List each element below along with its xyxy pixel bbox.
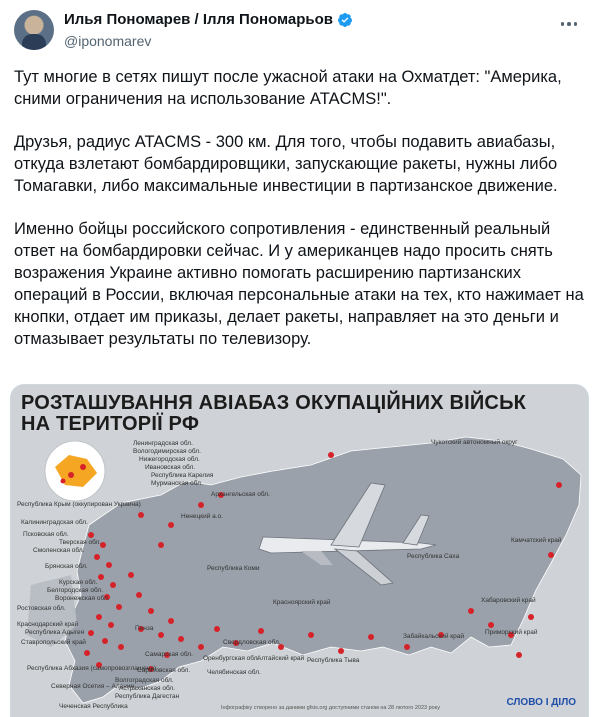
region-label: Чеченская Республика [59, 703, 128, 710]
region-label: Республика Адыгея [25, 629, 85, 636]
region-label: Свердловская обл. [223, 639, 281, 646]
author-handle[interactable]: @iponomarev [64, 33, 152, 49]
region-label: Воронежская обл. [55, 595, 110, 602]
tweet-paragraph: Именно бойцы российского сопротивления - единственный реальный ответ на бомбардировки сейчас. И у американцев надо просить снять возражения Украине активно помогать расширению партизанских операций в России, включая персональные атаки на тех, кто нажимает на кнопки, отдает им приказы, делает ракеты, направляет на это деньги и отмазывает результаты по телевизору. [14, 220, 584, 348]
region-label: Курская обл. [59, 579, 98, 586]
map-title-line2: НА ТЕРИТОРІЇ РФ [21, 413, 200, 435]
tweet-paragraph: Тут многие в сетях пишут после ужасной атаки на Охматдет: "Америка, сними ограничения на использование ATACMS!". [14, 68, 562, 108]
region-label: Республика Карелия [151, 472, 214, 479]
map-footnote: Інфографіку створено за даними gfsis.org доступними станом на 28 лютого 2023 року [221, 705, 440, 711]
region-label: Архангельская обл. [211, 491, 270, 498]
tweet-text [14, 66, 584, 371]
region-label: Ставропольский край [21, 639, 86, 646]
map-title [21, 393, 526, 435]
region-label: Тверская обл. [59, 539, 102, 546]
author-name[interactable]: Илья Пономарев / Ілля Пономарьов [64, 11, 334, 28]
region-label: Красноярский край [273, 599, 331, 606]
map-title-line1: РОЗТАШУВАННЯ АВІАБАЗ ОКУПАЦІЙНИХ ВІЙСЬК [21, 392, 527, 414]
region-label: Белгородская обл. [47, 587, 104, 594]
region-label: Республика Коми [207, 565, 260, 572]
region-label: Астраханская обл. [119, 685, 175, 692]
tweet-image[interactable] [10, 384, 589, 717]
region-label: Волгоградская обл. [115, 677, 174, 684]
region-label: Северная Осетия – Алания [51, 683, 134, 690]
verified-badge-icon [337, 12, 353, 28]
region-label: Чукотский автономный округ [431, 439, 518, 446]
region-label: Вологодимирская обл. [133, 448, 201, 455]
region-label: Ненецкий а.о. [181, 513, 223, 520]
region-label: Республика Дагестан [115, 693, 180, 700]
brand-logo: СЛОВО І ДІЛО [506, 697, 576, 708]
region-label: Нижегородская обл. [139, 456, 200, 463]
tweet-paragraph: Друзья, радиус ATACMS - 300 км. Для того, чтобы подавить авиабазы, откуда взлетают бомбардировщики, запускающие ракеты, нужны либо Томагавки, либо максимальные инвестиции в партизанское движение. [14, 133, 558, 195]
region-label: Краснодарский край [17, 621, 79, 628]
region-label: Смоленская обл. [33, 547, 85, 554]
region-label: Челябинская обл. [207, 669, 261, 676]
region-label: Ивановская обл. [145, 464, 196, 471]
region-label: Забайкальский край [403, 633, 465, 640]
region-label: Республика Крым (оккупирован Украина) [17, 501, 141, 508]
region-label: Камчатский край [511, 537, 562, 544]
region-label: Приморский край [485, 629, 538, 636]
region-label: Псковская обл. [23, 531, 69, 538]
avatar[interactable] [14, 10, 54, 50]
region-label: Алтайский край [257, 655, 305, 662]
region-label: Мурманская обл. [151, 480, 203, 487]
region-label: Ленинградская обл. [133, 440, 193, 447]
more-options-icon[interactable] [555, 14, 583, 34]
region-label: Пенза [135, 625, 154, 632]
region-label: Саратовская обл. [137, 667, 191, 674]
region-label: Самарская обл. [145, 651, 193, 658]
tweet-header [0, 0, 597, 60]
region-label: Брянская обл. [45, 563, 88, 570]
region-label: Хабаровский край [481, 597, 536, 604]
region-label: Оренбургская обл. [203, 655, 260, 662]
region-label: Республика Тыва [307, 657, 360, 664]
region-label: Республика Абхазия (самопровозглашена) [27, 665, 157, 672]
region-label: Ростовская обл. [17, 605, 66, 612]
author-row [64, 11, 353, 28]
region-label: Республика Саха [407, 553, 460, 560]
region-label: Калининградская обл. [21, 519, 88, 526]
